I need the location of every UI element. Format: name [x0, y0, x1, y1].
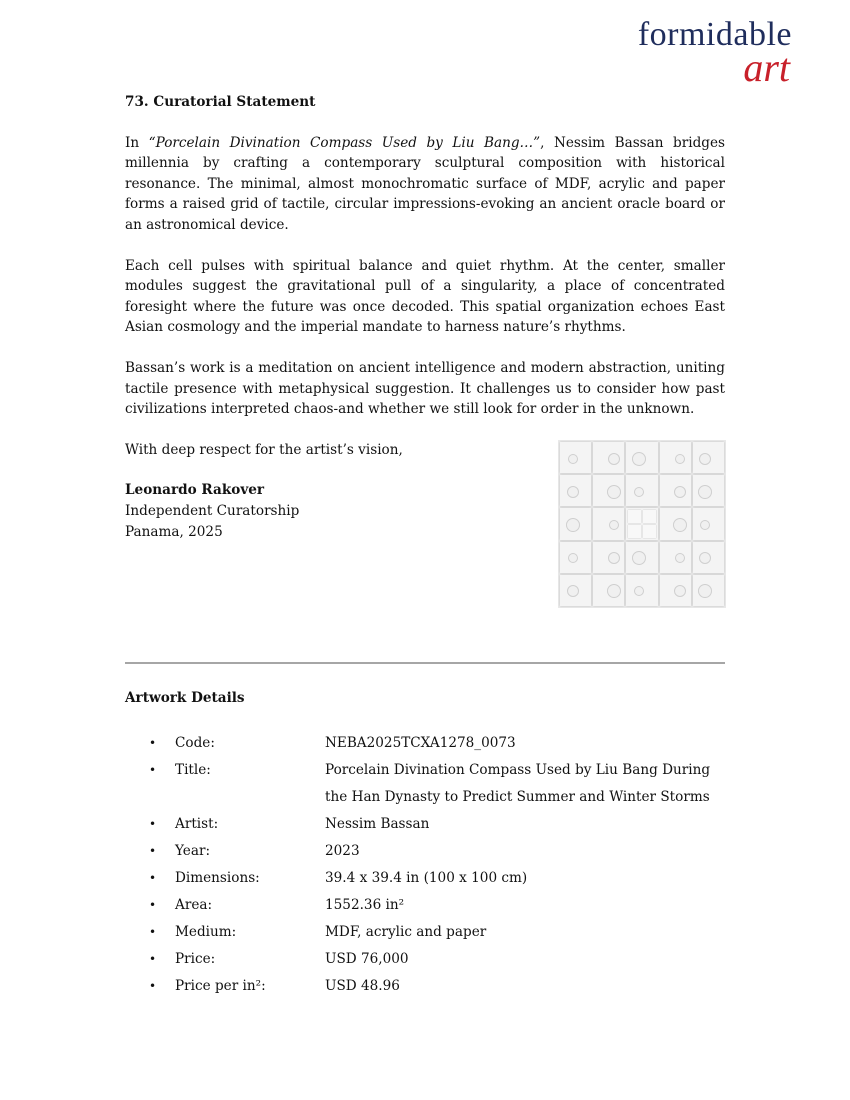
artwork-tile: [560, 508, 591, 539]
bullet-icon: •: [149, 871, 157, 885]
paragraph-1-prefix: In: [125, 134, 149, 151]
detail-label: Dimensions:: [175, 870, 260, 886]
detail-row: [125, 757, 725, 811]
detail-value: USD 48.96: [325, 978, 400, 994]
artwork-circle-impression: [698, 584, 712, 598]
detail-row: [125, 865, 725, 892]
artwork-circle-impression: [632, 551, 646, 565]
detail-row: [125, 892, 725, 919]
artwork-tile: [626, 542, 657, 573]
artwork-circle-impression: [634, 487, 644, 497]
bullet-icon: •: [149, 763, 157, 777]
detail-value: Nessim Bassan: [325, 816, 430, 832]
artwork-tile: [660, 575, 691, 606]
statement-paragraph-3: Bassan’s work is a meditation on ancient intelligence and modern abstraction, uniting tactile presence with metaphysical suggestion. It challenges us to consider how past civilizations interpreted chaos-and whether we still look for order in the unknown.: [125, 359, 725, 418]
artwork-tile: [560, 542, 591, 573]
artwork-center-module: [628, 525, 641, 538]
artwork-tile: [626, 442, 657, 473]
artwork-tile: [660, 475, 691, 506]
artwork-circle-impression: [634, 586, 644, 596]
detail-value: USD 76,000: [325, 951, 409, 967]
artwork-circle-impression: [699, 453, 711, 465]
artwork-tile: [693, 575, 724, 606]
detail-value: 39.4 x 39.4 in (100 x 100 cm): [325, 870, 528, 886]
section-divider: [125, 662, 725, 664]
artwork-circle-impression: [700, 520, 710, 530]
artwork-circle-impression: [675, 553, 685, 563]
artwork-tile: [693, 542, 724, 573]
artwork-center-module: [643, 510, 656, 523]
artwork-tile: [593, 508, 624, 539]
bullet-icon: •: [149, 817, 157, 831]
artwork-tile: [626, 475, 657, 506]
artwork-circle-impression: [699, 552, 711, 564]
detail-row: [125, 730, 725, 757]
bullet-icon: •: [149, 952, 157, 966]
artwork-center-module: [628, 510, 641, 523]
bullet-icon: •: [149, 736, 157, 750]
artwork-circle-impression: [608, 453, 620, 465]
detail-value: MDF, acrylic and paper: [325, 924, 487, 940]
artwork-tile: [693, 475, 724, 506]
paragraph-1-body: , Nessim Bassan bridges millennia by crafting a contemporary sculptural composition with historical resonance. The minimal, almost monochromatic surface of MDF, acrylic and paper forms a raised grid of tactile, circular impressions-evoking an ancient oracle board or an astronomical device.: [125, 134, 725, 233]
artwork-tile: [693, 508, 724, 539]
curator-role: Independent Curatorship: [125, 502, 300, 519]
artwork-tile: [626, 508, 657, 539]
detail-value: Porcelain Divination Compass Used by Liu Bang During the Han Dynasty to Predict Summer and Winter Storms: [325, 762, 711, 805]
artwork-tile: [660, 508, 691, 539]
detail-label: Title:: [175, 762, 211, 778]
bullet-icon: •: [149, 925, 157, 939]
artwork-tile: [693, 442, 724, 473]
artwork-tile: [660, 442, 691, 473]
detail-row: [125, 919, 725, 946]
detail-label: Area:: [175, 897, 213, 913]
bullet-icon: •: [149, 979, 157, 993]
artwork-image: [558, 440, 726, 608]
artwork-tile: [593, 475, 624, 506]
artwork-title-quote: “Porcelain Divination Compass Used by Liu Bang…”: [148, 134, 541, 151]
detail-label: Medium:: [175, 924, 237, 940]
artwork-circle-impression: [607, 485, 621, 499]
artwork-center-module: [643, 525, 656, 538]
artwork-circle-impression: [566, 518, 580, 532]
detail-value: NEBA2025TCXA1278_0073: [325, 735, 516, 751]
detail-row: [125, 811, 725, 838]
artwork-circle-impression: [568, 553, 578, 563]
curator-place-date: Panama, 2025: [125, 523, 223, 540]
artwork-tile: [560, 475, 591, 506]
detail-row: [125, 946, 725, 973]
artwork-details-list: [125, 730, 725, 1000]
artwork-circle-impression: [609, 520, 619, 530]
detail-label: Code:: [175, 735, 215, 751]
statement-paragraph-2: Each cell pulses with spiritual balance and quiet rhythm. At the center, smaller modules suggest the gravitational pull of a singularity, a place of concentrated foresight where the future was once decoded. This spatial organization echoes East Asian cosmology and the imperial mandate to harness nature’s rhythms.: [125, 257, 725, 336]
bullet-icon: •: [149, 898, 157, 912]
logo-wordmark-formidable: formidable: [637, 16, 792, 53]
artwork-circle-impression: [675, 454, 685, 464]
artwork-tile: [593, 442, 624, 473]
statement-paragraph-1: [125, 133, 725, 236]
artwork-circle-impression: [698, 485, 712, 499]
artwork-tile: [660, 542, 691, 573]
artwork-circle-impression: [607, 584, 621, 598]
artwork-circle-impression: [568, 454, 578, 464]
details-heading: Artwork Details: [125, 690, 245, 706]
detail-label: Price:: [175, 951, 216, 967]
closing-line: With deep respect for the artist’s vision,: [125, 441, 403, 458]
detail-label: Artist:: [175, 816, 219, 832]
artwork-circle-impression: [674, 486, 686, 498]
bullet-icon: •: [149, 844, 157, 858]
artwork-circle-impression: [567, 486, 579, 498]
artwork-tile: [560, 442, 591, 473]
detail-row: [125, 838, 725, 865]
detail-value: 2023: [325, 843, 360, 859]
artwork-tile: [560, 575, 591, 606]
detail-row: [125, 973, 725, 1000]
detail-value: 1552.36 in²: [325, 897, 405, 913]
logo-wordmark-art: art: [743, 45, 790, 90]
artwork-tile: [593, 542, 624, 573]
artwork-circle-impression: [673, 518, 687, 532]
artwork-tile: [626, 575, 657, 606]
artwork-circle-impression: [674, 585, 686, 597]
statement-heading: 73. Curatorial Statement: [125, 94, 316, 110]
artwork-circle-impression: [567, 585, 579, 597]
artwork-circle-impression: [632, 452, 646, 466]
curator-name: Leonardo Rakover: [125, 482, 265, 499]
detail-label: Year:: [175, 843, 211, 859]
detail-label: Price per in²:: [175, 978, 266, 994]
brand-logo: [638, 18, 792, 88]
artwork-tile: [593, 575, 624, 606]
artwork-circle-impression: [608, 552, 620, 564]
